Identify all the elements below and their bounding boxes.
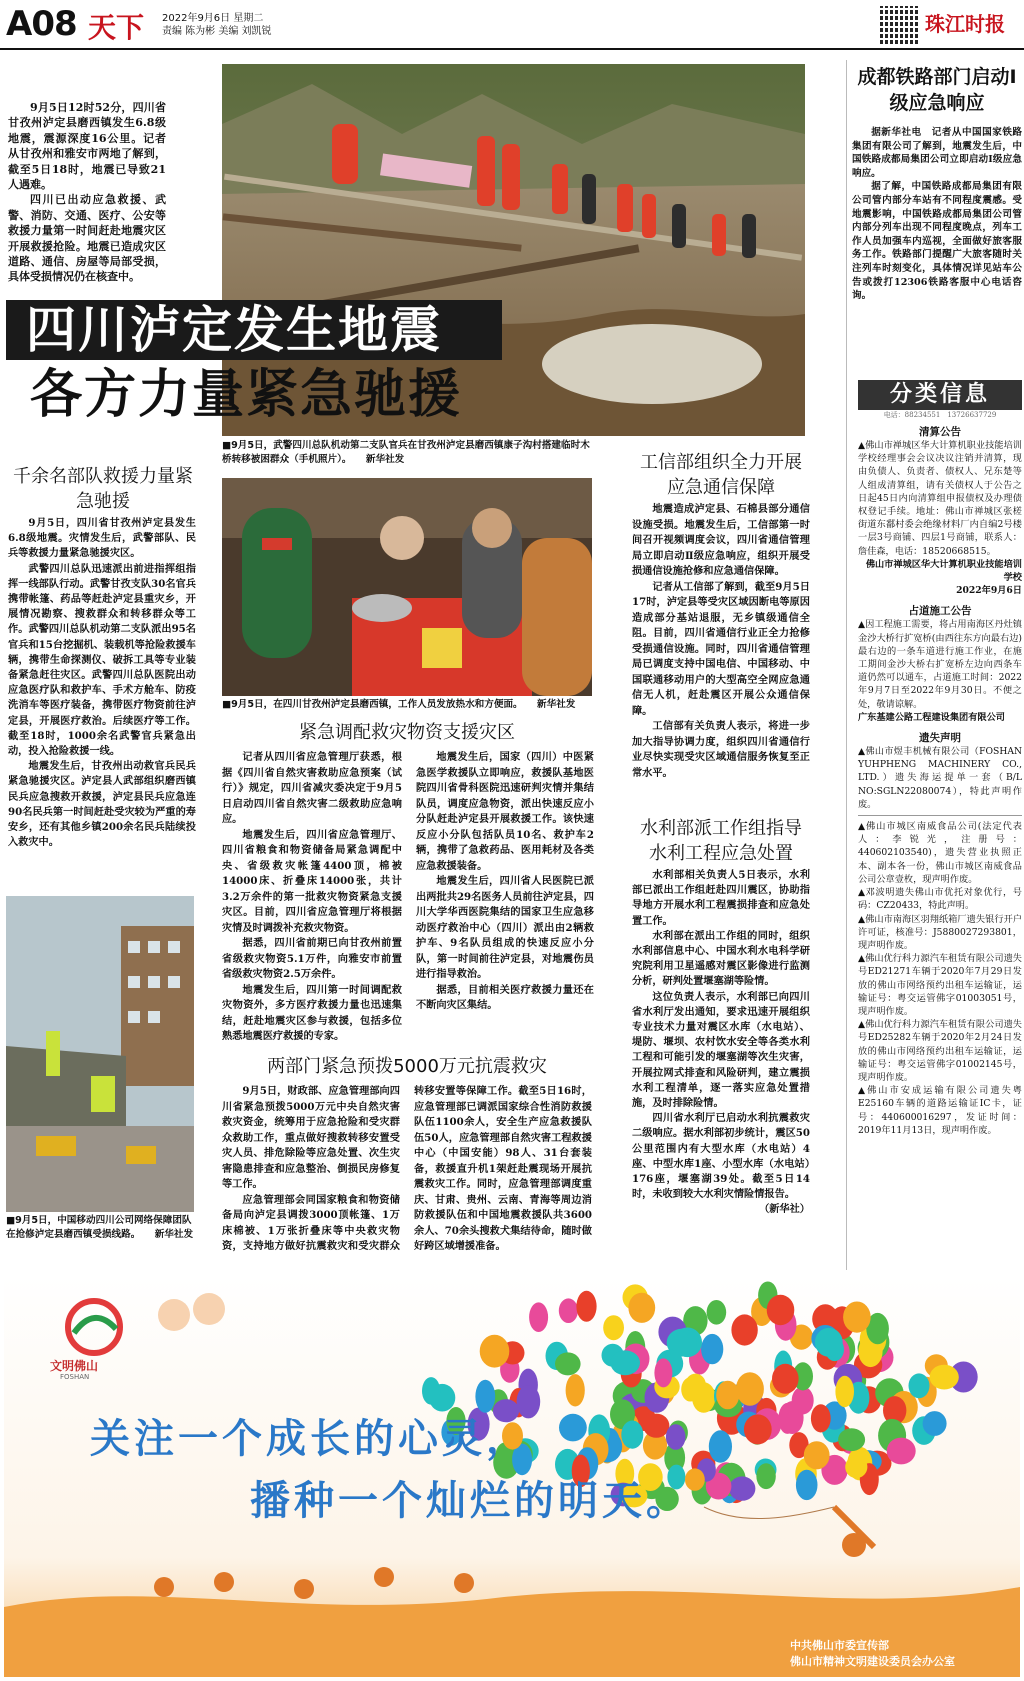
supplies-col1 [222,750,402,1045]
lost-item: ▲佛山市南海区羽翔纸箱厂遗失银行开户许可证，核准号：J5880027293801，现声明作废。 [858,913,1022,951]
banner-org-2: 佛山市精神文明建设委员会办公室 [790,1655,955,1668]
balloon-shape [559,1414,587,1442]
balloon-shape [707,1300,727,1325]
balloon-shape [666,1424,686,1450]
headline-line1: 四川泸定发生地震 [6,300,502,360]
balloon-shape [729,1476,755,1500]
balloon-shape [643,1414,669,1438]
balloon-shape [744,1414,772,1444]
supplies-p5: 地震发生后，国家（四川）中医紧急医学救援队立即响应，救援队基地医院四川省骨科医院迅速研判灾情并集结队员，调度应急物资，派出快速反应小分队赶赴泸定县开展救援工作。该快速反应小分队包括队员10名、救护车2辆，携带了急救药品、医用耗材及各类应急救援装备。 [416,751,594,872]
notice-body: ▲佛山市煜丰机械有限公司（FOSHAN YUHPHENG MACHINERY CO., LTD.）遗失海运提单一套（B/L NO:SGLN22080074），特此声明作废。 [858,746,1022,810]
supplies-col2 [416,750,594,1014]
headline-line2: 各方力量紧急驰援 [30,365,463,425]
classified-notices [858,424,1022,1137]
balloon-shape [566,1374,585,1406]
public-service-banner [4,1277,1020,1677]
section-name: 天下 [88,11,145,44]
notice-date: 2022年9月6日 [956,585,1022,597]
balloon-shape [796,1470,818,1500]
troops-text [8,516,196,850]
notice-sign: 佛山市禅城区华大计算机职业技能培训学校 [865,558,1022,584]
balloon-shape [887,1438,916,1465]
balloon-shape [845,1456,867,1478]
rail-p1: 据新华社电 记者从中国国家铁路集团有限公司了解到，地震发生后，中国铁路成都局集团公司立即启动Ⅰ级应急响应。 [852,127,1022,179]
rail-text [852,126,1022,303]
balloon-shape [529,1302,548,1332]
mwr-title: 水利部派工作组指导水利工程应急处置 [640,818,802,864]
balloon-shape [603,1315,624,1340]
funds-p1: 9月5日，财政部、应急管理部向四川省紧急预拨5000万元中央自然灾害救灾资金，统筹用于应急抢险和受灾群众救助工作，重点做好搜救转移安置受灾人员、排危除险等应急处置、次生灾害隐患排查和应急整治、倒损民房修复等工作。 [222,1085,400,1190]
balloon-shape [909,1373,930,1398]
balloon-shape [767,1295,795,1325]
lost-item: ▲佛山优行科力源汽车租赁有限公司遗失号ED21271车辆于2020年7月29日发放的佛山市网络预约出租车运输证，运输证号：粤交运管佛字01003051号，现声明作废。 [858,953,1022,1017]
photo2-caption: ■9月5日，在四川甘孜州泸定县磨西镇，工作人员发放热水和方便面。 新华社发 [222,699,576,710]
mwr-p1: 水利部相关负责人5日表示，水利部已派出工作组赶赴四川震区，协助指导地方开展水利工程震损排查和应急处置工作。 [632,869,810,927]
balloon-shape [923,1411,947,1436]
mwr-text [632,868,810,1218]
banner-slogan-2: 播种一个灿烂的明天。 [250,1477,690,1524]
lead-text [8,100,166,285]
lost-item: ▲佛山优行科力源汽车租赁有限公司遗失号ED25282车辆于2020年2月24日发放的佛山市网络预约出租车运输证，运输证号：粤交运管佛字01002145号，现声明作废。 [858,1019,1022,1083]
rail-p2: 据了解，中国铁路成都局集团有限公司管内部分车站有不同程度震感。受地震影响，中国铁路成都局集团公司管内部分列车出现不同程度晚点，列车工作人员加强车内巡视，全面做好旅客服务工作。铁路部门提醒广大旅客随时关注列车时刻变化，具体情况详见站车公告或拨打12306铁路客服中心电话咨询。 [852,181,1022,302]
lost-item: ▲邓波明遗失佛山市优托对象优行，号码：CZ20433，特此声明。 [858,887,1022,912]
balloon-shape [681,1377,699,1401]
miit-p3: 工信部有关负责人表示，将进一步加大指导协调力度，组织四川省通信行业尽快实现受灾区域通信服务恢复至正常水平。 [632,720,810,779]
balloon-shape [701,1334,723,1364]
troops-p1: 9月5日，四川省甘孜州泸定县发生6.8级地震。灾情发生后，武警部队、民兵等救援力量紧急驰援灾区。 [8,517,196,560]
supplies-p6: 地震发生后，四川省人民医院已派出两批共29名医务人员前往泸定县，四川大学华西医院集结的国家卫生应急移动医疗救治中心（四川）派出由2辆救护车、9名队员组成的快速反应小分队，第一时间前往泸定县，对地震伤员进行指导救治。 [416,875,594,980]
miit-p2: 记者从工信部了解到，截至9月5日17时，泸定县等受灾区域因断电等原因造成部分基站退服，无乡镇级通信全阻。目前，四川省通信行业正全力抢修受损通信设施。同时，四川省通信管理局已调度支持中国电信、中国移动、中国联通移动用户的大型高空全网应急通信无人机，赶赴震区开展公众通信保障。 [632,580,810,717]
issue-meta [162,12,272,38]
banner-slogan-1: 关注一个成长的心灵， [90,1415,530,1462]
balloon-shape [804,1441,830,1469]
balloon-shape [838,1428,865,1451]
mwr-p2: 水利部在派出工作组的同时，组织水利部信息中心、中国水利水电科学研究院利用卫星遥感对震区影像进行监测分析，研判处置堰塞湖等险情。 [632,929,810,988]
troops-title: 千余名部队救援力量紧急驰援 [13,466,193,512]
balloon-shape [610,1350,640,1375]
balloon-shape [555,1352,581,1375]
balloon-shape [716,1381,739,1410]
lost-item: ▲佛山市城区南威食品公司(法定代表人：李锐光，注册号：440602103540)，遗失营业执照正本、副本各一份，佛山市城区南威食品公司公章壹枚，现声明作废。 [858,821,1022,885]
miit-text [632,502,810,781]
lead-p2: 四川已出动应急救援、武警、消防、交通、医疗、公安等救援力量第一时间赶赴地震灾区开展救援抢险。地震已造成灾区道路、通信、房屋等局部受损，具体受损情况仍在核查中。 [8,193,166,284]
balloon-shape [621,1421,643,1449]
rail-title: 成都铁路部门启动Ⅰ级应急响应 [857,66,1017,114]
balloon-shape [756,1463,775,1489]
banner-logo-sub: FOSHAN [60,1373,90,1381]
balloon-shape [731,1314,757,1345]
mwr-p3: 这位负责人表示，水利部已向四川省水利厅发出通知，要求迅速开展组织专业技术力量对震区水库（水电站）、堤防、堰坝、农村饮水安全等各类水利工程和可能引发的堰塞湖等次生灾害，开展拉网式排查和风险研判，建立震损水利工程清单，逐一落实应急处置措施，及时排除险情。 [632,990,810,1110]
balloon-shape [930,1365,959,1390]
supplies-p3: 据悉，四川省前期已向甘孜州前置省级救灾物资5.1万件，向雅安市前置省级救灾物资2.5万余件。 [222,937,402,980]
page-number: A08 [6,4,77,44]
mwr-source: （新华社） [759,1203,810,1216]
classified-header: 分类信息 [858,380,1022,410]
notice-title: 占道施工公告 [908,605,972,618]
supplies-p7: 据悉，目前相关医疗救援力量还在不断向灾区集结。 [416,983,594,1011]
notice-title: 遗失声明 [919,732,961,745]
balloon-shape [772,1364,799,1394]
lead-p1: 9月5日12时52分，四川省甘孜州泸定县磨西镇发生6.8级地震，震源深度16公里。记者从甘孜州和雅安市两地了解到，截至5日18时，地震已导致21人遇难。 [8,101,166,192]
lost-list [858,820,1022,1137]
balloon-shape [559,1298,578,1323]
notice-sign: 广东基建公路工程建设集团有限公司 [858,711,1005,723]
balloon-shape [709,1430,732,1463]
balloon-shape [811,1404,831,1432]
newspaper-logo: 珠江时报 [925,12,1005,36]
supplies-title: 紧急调配救灾物资支援灾区 [299,722,515,743]
funds-text [222,1084,592,1274]
header-rule [0,48,1024,50]
balloon-shape [654,1358,672,1387]
funds-p2: 应急管理部会同国家粮食和物资储备局向泸定县调拨3000顶帐篷、1万床棉被、1万张折叠床等中央救灾物资，支持地方做好抗震救灾和受灾群众转移安置等保障工作。截至5日16时，应急管理部已调派国家综合性消防救援队伍1100余人，安全生产应急救援队伍50人，应急管理部自然灾害工程救援中心（中国安能）98人、31台套装备，救援直升机1架赶赴震现场开展抗震救灾工作。同时，应急管理部调度重庆、甘肃、贵州、云南、青海等周边消防救援队伍和中国地震救援队共3600余人、70余头搜救犬集结待命，随时做好跨区域增援准备。 [222,1085,592,1252]
balloon-shape [422,1377,440,1405]
supplies-p1: 记者从四川省应急管理厅获悉，根据《四川省自然灾害救助应急预案（试行）》规定，四川省减灾委决定于9月5日启动四川省自然灾害二级救助应急响应。 [222,751,402,825]
photo3-caption: ■9月5日，中国移动四川公司网络保障团队在抢修泸定县磨西镇受损线路。 新华社发 [6,1215,194,1240]
balloon-shape [576,1291,596,1322]
balloon-shape [480,1335,510,1368]
photo-telecom-repair [6,896,194,1212]
lost-item: ▲佛山市安成运输有限公司遗失粤E25160车辆的道路运输证IC卡，证号：440600016297，发证时间：2019年11月13日，现声明作废。 [858,1085,1022,1136]
balloon-shape [843,1302,871,1333]
supplies-p2: 地震发生后，四川省应急管理厅、四川省粮食和物资储备局紧急调配中央、省级救灾帐篷4400顶，棉被14000床、折叠床14000张，共计3.2万余件的第一批救灾物资紧急支援灾区。目前，四川省应急管理厅将根据灾情及时调拨补充救灾物资。 [222,828,402,934]
banner-org-1: 中共佛山市委宣传部 [790,1639,889,1652]
miit-p1: 地震造成泸定县、石棉县部分通信设施受损。地震发生后，工信部第一时间召开视频调度会议，四川省通信管理局立即启动Ⅱ级应急响应，组织开展受损通信设施抢修和应急通信保障。 [632,503,810,577]
miit-title: 工信部组织全力开展应急通信保障 [640,452,802,498]
classified-phone: 电话：88234551 13726637729 [883,411,997,419]
photo1-caption: ■9月5日，武警四川总队机动第二支队官兵在甘孜州泸定县磨西镇康子沟村搭建临时木桥转移被困群众（手机照片）。 新华社发 [222,440,590,465]
issue-editors: 责编 陈为彬 美编 刘凯锐 [162,26,272,37]
mwr-p4: 四川省水利厅已启动水利抗震救灾二级响应。据水利部初步统计，震区50公里范围内有大型水库（水电站）4座、中型水库1座、小型水库（水电站）176座，堰塞湖39处。截至5日14时，未收到较大水利灾情险情报告。 [632,1112,810,1201]
notice-body: ▲因工程施工需要，将占用南海区丹灶镇金沙大桥行扩宽桥(由西往东方向最右边)最右边的一条车道进行施工作业，在施工期间金沙大桥右扩宽桥左边向西条车道仍然可以通车，占道施工时间：2022年9月7日至2022年9月30日。不便之处，敬请谅解。 [858,619,1022,710]
troops-p2: 武警四川总队迅速派出前进指挥组指挥一线部队行动。武警甘孜支队30名官兵携带帐篷、药品等赶赴泸定县重灾乡，开展情况勘察、搜救群众和转移群众等工作。武警四川总队机动第二支队派出95名官兵和15台挖掘机、装载机等抢险救援车辆，携带生命探测仪、破拆工具等专业装备紧急赶往灾区。武警四川总队医院出动应急医疗队和救护车、手术方舱车、防疫洗消车等医疗装备，携带医疗物资前往泸定县，开展医疗救治。后续医疗等工作。截至18时，1000余名武警官兵紧急出动，投入抢险救援一线。 [8,562,196,758]
funds-title: 两部门紧急预拨5000万元抗震救灾 [267,1056,547,1077]
column-rule [846,60,847,1270]
balloon-shape [815,1328,843,1357]
balloon-shape [628,1293,655,1323]
photo-supplies [222,478,592,696]
balloon-shape [792,1387,814,1415]
notice-body: ▲佛山市禅城区华大计算机职业技能培训学校经理事会会议决议注销并清算，现由负债人、负责者、债权人、兄东楚等人组成清算组，请有关债权人于公告之日起45日内向清算组申报债权及办理债权登记手续。地址：佛山市禅城区张槎街道东鄱村委会绝缘材料厂内自编2号楼一层3号商铺、四层1号商铺，联系人：詹佳森，电话：18520668515。 [858,440,1022,557]
supplies-p4: 地震发生后，四川第一时间调配救灾物资外，多方医疗救援力量也迅速集结，赶赴地震灾区参与救援，包括多位熟悉地震医疗救援的专家。 [222,983,402,1042]
balloon-shape [835,1376,854,1407]
banner-logo: 文明佛山 [50,1359,99,1373]
notice-title: 清算公告 [919,426,961,438]
troops-p3: 地震发生后，甘孜州出动救官兵民兵紧急驰援灾区。泸定县人武部组织磨西镇民兵应急搜救开救援，泸定县民兵应急连90名民兵第一时间赶赴受灾较为严重的寿安乡，还有其他乡镇200余名民兵陆续投入救灾中。 [8,760,196,849]
issue-date: 2022年9月6日 星期二 [162,13,264,24]
